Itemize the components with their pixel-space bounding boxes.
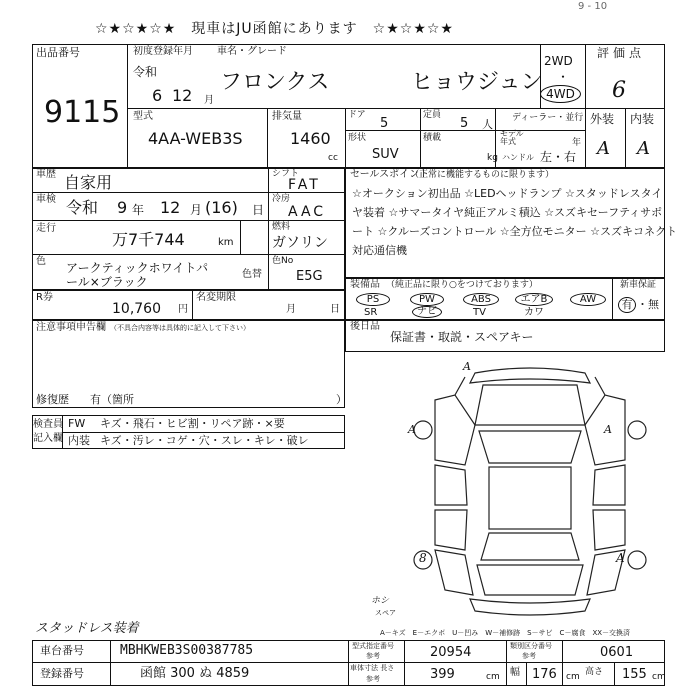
exterior-grade: A: [597, 138, 610, 159]
handle-value: 左・右: [540, 150, 577, 164]
registration-era: 令和: [133, 65, 158, 79]
plate-value: 函館 300 ぬ 4859: [140, 666, 250, 681]
car-name-value: フロンクス: [220, 70, 330, 95]
caution-frame: [32, 320, 345, 408]
repair-value: 有（箇所: [90, 393, 134, 406]
equipment-note: （純正品に限り○をつけております）: [386, 280, 538, 290]
chassis-label: 車台番号: [40, 644, 84, 657]
diagram-spare-note: ホシ: [371, 596, 390, 606]
sales-point-line-3: ート ☆クルーズコントロール ☆全方位モニター ☆スズキコネクト: [352, 225, 677, 238]
type-number-ref: 参考: [366, 652, 380, 660]
mileage-label: 走行: [36, 223, 56, 234]
sales-point-line-1: ☆オークション初出品 ☆LEDヘッドランプ ☆スタッドレスタイ: [352, 187, 663, 200]
recycle-frame: [32, 290, 345, 320]
inspection-era: 令和: [66, 198, 99, 217]
plate-label: 登録番号: [40, 667, 84, 680]
equip-aw-circled: AW: [570, 293, 606, 306]
displacement-label: 排気量: [272, 111, 302, 122]
sales-points-note: （正常に機能するものに限ります）: [410, 170, 555, 180]
recycle-value: 10,760: [112, 301, 161, 317]
lot-number: 9115: [44, 95, 121, 130]
width-label: 幅: [510, 667, 520, 678]
warranty-sep: ・: [637, 298, 648, 311]
diagram-mark-left-rear: 8: [419, 551, 427, 565]
repair-close: ）: [336, 393, 347, 406]
inspector-fw-items: キズ・飛石・ヒビ割・リペア跡・×要: [100, 417, 285, 430]
color-code-label: 色No: [272, 256, 294, 266]
color-line1: アークティックホワイトパ: [66, 261, 209, 275]
caution-label: 注意事項申告欄: [36, 322, 106, 333]
chassis-value: MBHKWEB3S00387785: [120, 643, 254, 658]
registration-month: 12: [172, 86, 193, 105]
inspector-interior-items: キズ・汚レ・コゲ・穴・スレ・キレ・破レ: [100, 434, 309, 447]
car-grade-value: ヒョウジュン: [411, 70, 543, 95]
caution-note: （不具合内容等は具体的に記入して下さい）: [110, 324, 250, 332]
ownership-day-unit: 日: [330, 304, 340, 315]
score-value: 6: [612, 78, 626, 103]
recycle-label: R券: [36, 292, 53, 303]
inspector-label-2: 記入欄: [33, 433, 63, 444]
height-unit: cm: [652, 672, 666, 682]
interior-label: 内装: [630, 112, 655, 126]
length-value: 399: [430, 667, 455, 682]
diagram-spare-label: スペア: [375, 609, 396, 617]
drive-dot: ・: [557, 70, 570, 84]
inspection-year-unit: 年: [132, 203, 145, 217]
sales-points-frame: [345, 168, 665, 278]
sales-point-line-2: ヤ装着 ☆サマータイヤ純正アルミ積込 ☆スズキセーフティサポ: [352, 206, 663, 219]
doors-label: ドア: [348, 110, 366, 120]
capacity-value: 5: [460, 116, 469, 131]
mileage-value: 万7千744: [112, 230, 185, 249]
inspection-day: (16): [205, 198, 238, 217]
type-number-value: 20954: [430, 645, 472, 660]
inspection-label: 車検: [36, 194, 56, 205]
accessories-value: 保証書・取説・スペアキー: [390, 330, 534, 344]
length-label: 車体寸法 長さ: [350, 664, 395, 672]
length-unit: cm: [486, 672, 500, 682]
capacity-unit: 人: [482, 118, 493, 131]
diagram-mark-front: A: [463, 360, 471, 373]
drive-2wd: 2WD: [544, 54, 573, 68]
body-type-label: 形状: [348, 133, 367, 143]
fuel-label: 燃料: [272, 222, 291, 232]
corner-text: 9 - 10: [578, 1, 608, 12]
aircon-label: 冷房: [272, 194, 291, 204]
inspector-fw-label: FW: [68, 417, 86, 430]
interior-grade: A: [637, 138, 650, 159]
registration-month-unit: 月: [204, 95, 214, 106]
equipment-label: 装備品: [350, 279, 380, 290]
car-name-label: 車名・グレード: [217, 46, 287, 57]
warranty-have-circled: 有: [618, 297, 636, 313]
equip-tv: TV: [473, 307, 486, 318]
inspection-year: 9: [117, 198, 128, 217]
history-label: 車歴: [36, 169, 56, 180]
model-year-unit: 年: [572, 138, 582, 148]
body-type-value: SUV: [372, 147, 399, 162]
color-line2: ール×ブラック: [66, 275, 148, 289]
registration-label: 初度登録年月: [133, 46, 193, 57]
type-number-label: 型式指定番号: [352, 642, 394, 650]
model-year-label: モデル年式: [500, 129, 524, 147]
shift-label: シフト: [272, 169, 300, 179]
equip-airbag-circled: エアB: [515, 293, 553, 306]
exterior-label: 外装: [590, 112, 615, 126]
score-label: 評価点: [597, 46, 646, 60]
dealer-label: ディーラー・並行: [512, 113, 584, 123]
width-unit: cm: [566, 672, 580, 682]
sales-points-label: セールスポイント: [350, 169, 430, 180]
width-value: 176: [532, 667, 557, 682]
handle-label: ハンドル: [502, 153, 534, 162]
model-label: 型式: [133, 111, 153, 122]
equip-abs-circled: ABS: [463, 293, 499, 306]
class-number-ref: 参考: [522, 652, 536, 660]
equip-ps-circled: PS: [356, 293, 390, 306]
diagram-mark-right-front: A: [604, 423, 612, 436]
ownership-label: 名変期限: [196, 292, 236, 303]
class-number-value: 0601: [600, 645, 634, 660]
fuel-value: ガソリン: [272, 235, 328, 251]
capacity-label: 定員: [423, 110, 442, 120]
ownership-month-unit: 月: [286, 304, 296, 315]
equip-sr: SR: [364, 307, 378, 318]
inspector-label-1: 検査員: [33, 419, 63, 430]
history-value: 自家用: [64, 173, 113, 192]
model-value: 4AA-WEB3S: [148, 129, 243, 148]
color-label: 色: [36, 256, 46, 267]
repair-label: 修復歴: [36, 393, 69, 406]
sales-point-line-4: 対応通信機: [352, 244, 407, 257]
diagram-mark-right-rear: A: [616, 551, 625, 565]
inspection-month-unit: 月: [190, 203, 203, 217]
banner-text: ☆★☆★☆★ 現車はJU函館にあります ☆★☆★☆★: [95, 21, 454, 37]
color-change-label: 色替: [242, 269, 262, 280]
equip-leather: カワ: [524, 307, 544, 318]
warranty-none: 無: [648, 298, 659, 311]
diagram-legend: A－キズ E－エクボ U－凹み W－補修跡 S－サビ C－腐食 XX－交換済: [380, 629, 631, 637]
recycle-unit: 円: [178, 304, 188, 315]
height-value: 155: [622, 667, 647, 682]
load-unit: kg: [487, 153, 498, 163]
doors-value: 5: [380, 116, 389, 131]
warranty-label: 新車保証: [620, 280, 657, 290]
equip-pw-circled: PW: [410, 293, 444, 306]
accessories-label: 後日品: [350, 321, 380, 332]
color-code-value: E5G: [296, 269, 323, 284]
inspection-day-unit: 日: [252, 203, 265, 217]
diagram-mark-left-front: A: [408, 423, 416, 436]
lot-label: 出品番号: [36, 46, 80, 59]
shift-value: FAT: [288, 177, 321, 193]
inspection-month: 12: [160, 198, 181, 217]
height-label: 高さ: [585, 667, 604, 677]
registration-year: 6: [152, 86, 163, 105]
handwritten-studless-note: スタッドレス装着: [35, 621, 139, 636]
load-label: 積載: [423, 133, 442, 143]
displacement-unit: cc: [328, 153, 338, 163]
mileage-unit: km: [218, 237, 234, 248]
car-damage-diagram: [395, 355, 665, 625]
displacement-value: 1460: [290, 129, 331, 148]
aircon-value: AAC: [288, 204, 327, 220]
equip-navi-circled: ナビ: [412, 306, 442, 318]
inspector-interior-label: 内装: [68, 434, 90, 447]
length-ref: 参考: [366, 675, 380, 683]
class-number-label: 類別区分番号: [510, 642, 552, 650]
drive-4wd-circled: 4WD: [540, 85, 581, 103]
